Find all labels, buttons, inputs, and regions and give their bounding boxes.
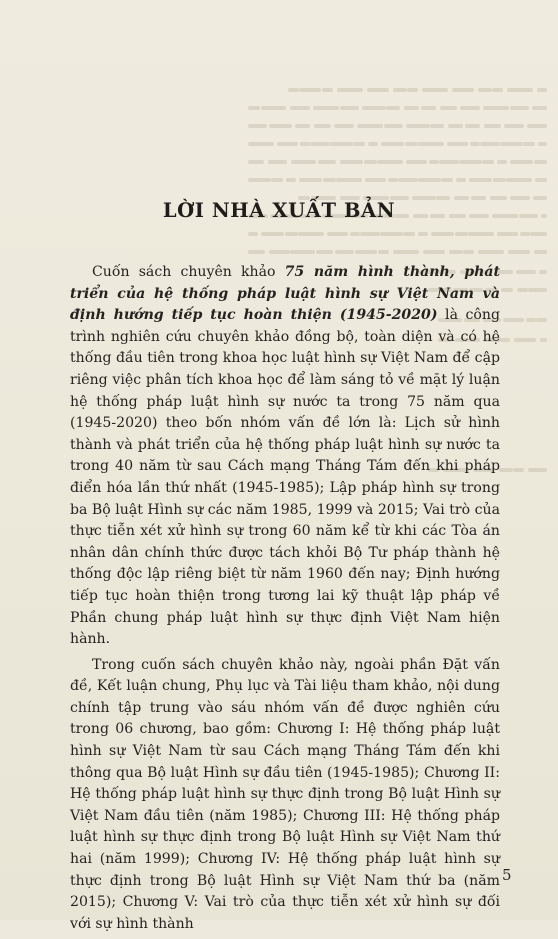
body-text bbox=[70, 262, 500, 939]
page-title: LỜI NHÀ XUẤT BẢN bbox=[162, 199, 396, 222]
paragraph-intro-lead: Cuốn sách chuyên khảo bbox=[92, 264, 285, 280]
page-number: 5 bbox=[502, 866, 512, 884]
paragraph-intro bbox=[70, 262, 500, 651]
paragraph-structure: Trong cuốn sách chuyên khảo này, ngoài phần Đặt vấn đề, Kết luận chung, Phụ lục và Tài liệu tham khảo, nội dung chính tập trung vào sáu nhóm vấn đề được nghiên cứu trong 06 chương, bao gồm: Chương I: Hệ thống pháp luật hình sự Việt Nam từ sau Cách mạng Tháng Tám đến khi thông qua Bộ luật Hình sự đầu tiên (1945-1985); Chương II: Hệ thống pháp luật hình sự thực định trong Bộ luật Hình sự Việt Nam đầu tiên (năm 1985); Chương III: Hệ thống pháp luật hình sự thực định trong Bộ luật Hình sự Việt Nam thứ hai (năm 1999); Chương IV: Hệ thống pháp luật hình sự thực định trong Bộ luật Hình sự Việt Nam thứ ba (năm 2015); Chương V: Vai trò của thực tiễn xét xử hình sự đối với sự hình thành bbox=[70, 656, 500, 932]
paragraph-intro-rest: là công trình nghiên cứu chuyên khảo đồng bộ, toàn diện và có hệ thống đầu tiên trong khoa học luật hình sự Việt Nam để cập riêng việc phân tích khoa học để làm sáng tỏ về mặt lý luận hệ thống pháp luật hình sự nước ta trong 75 năm qua (1945-2020) theo bốn nhóm vấn đề lớn là: Lịch sử hình thành và phát triển của hệ thống pháp luật hình sự nước ta trong 40 năm từ sau Cách mạng Tháng Tám đến khi pháp điển hóa lần thứ nhất (1945-1985); Lập pháp hình sự trong ba Bộ luật Hình sự các năm 1985, 1999 và 2015; Vai trò của thực tiễn xét xử hình sự trong 60 năm kể từ khi các Tòa án nhân dân chính thức được tách khỏi Bộ Tư pháp thành hệ thống độc lập riêng biệt từ năm 1960 đến nay; Định hướng tiếp tục hoàn thiện trong tương lai kỹ thuật lập pháp về Phần chung pháp luật hình sự thực định Việt Nam hiện hành. bbox=[70, 307, 500, 648]
book-title-emphasis: 75 năm hình thành, phát triển của hệ thống pháp luật hình sự Việt Nam và định hướng tiếp tục hoàn thiện (1945-2020) bbox=[70, 264, 500, 324]
